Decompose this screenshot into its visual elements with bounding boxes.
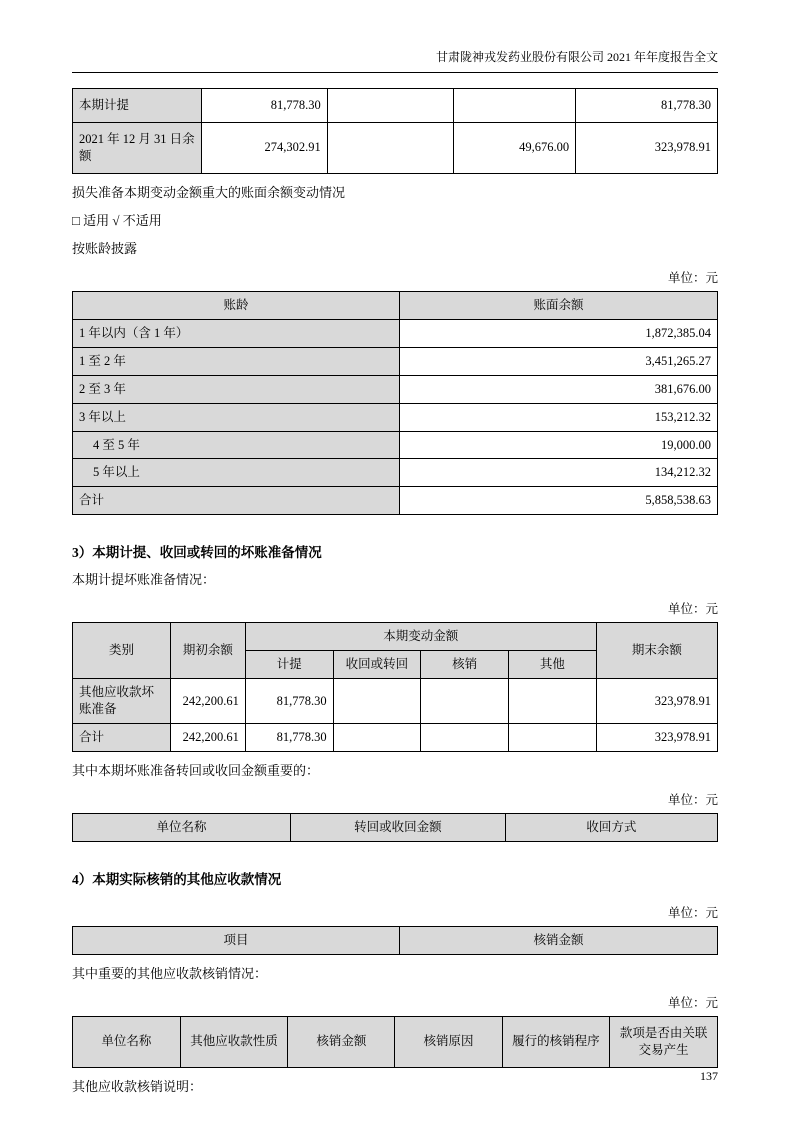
row-label-cell: 合计 (73, 723, 171, 751)
header-cell: 其他应收款性质 (180, 1016, 288, 1067)
header-cell: 转回或收回金额 (291, 813, 506, 841)
row-label-cell: 其他应收款坏账准备 (73, 679, 171, 724)
value-cell (327, 122, 453, 173)
value-cell (509, 679, 597, 724)
paragraph-applicable-checkline: □ 适用 √ 不适用 (72, 212, 162, 228)
header-cell: 核销金额 (400, 926, 718, 954)
paragraph-writeoff-note: 其他应收款核销说明： (72, 1078, 203, 1094)
header-cell: 收回或转回 (333, 651, 421, 679)
header-cell: 账龄 (73, 292, 400, 320)
table-header-row (73, 813, 718, 841)
value-cell: 81,778.30 (245, 723, 333, 751)
table-row (73, 459, 718, 487)
header-cell: 本期变动金额 (245, 623, 596, 651)
header-cell: 类别 (73, 623, 171, 679)
paragraph-important-writeoff: 其中重要的其他应收款核销情况： (72, 965, 268, 981)
value-cell (421, 723, 509, 751)
section-heading-3: 3）本期计提、收回或转回的坏账准备情况 (72, 545, 322, 561)
table-row (73, 347, 718, 375)
important-writeoff-table (72, 1016, 718, 1068)
page-number: 137 (700, 1069, 718, 1083)
paragraph-aging-disclosure: 按账龄披露 (72, 241, 138, 256)
value-cell: 323,978.91 (576, 122, 718, 173)
table-header-row (73, 292, 718, 320)
unit-label: 单位：元 (667, 792, 718, 807)
paragraph-loss-change: 损失准备本期变动金额重大的账面余额变动情况 (72, 184, 346, 200)
unit-label: 单位：元 (667, 995, 718, 1010)
value-cell (333, 723, 421, 751)
header-cell: 收回方式 (505, 813, 717, 841)
value-cell: 3,451,265.27 (400, 347, 718, 375)
value-cell (327, 89, 453, 123)
header-cell: 账面余额 (400, 292, 718, 320)
row-label-cell: 本期计提 (73, 89, 202, 123)
table-header-row (73, 1016, 718, 1067)
header-cell: 核销金额 (288, 1016, 395, 1067)
paragraph-current-provision: 本期计提坏账准备情况： (72, 572, 216, 588)
bad-debt-change-continuation-table (72, 88, 718, 174)
value-cell: 242,200.61 (171, 723, 246, 751)
aging-disclosure-table (72, 291, 718, 515)
value-cell: 134,212.32 (400, 459, 718, 487)
table-row (73, 679, 718, 724)
value-cell: 153,212.32 (400, 403, 718, 431)
header-cell: 期初余额 (171, 623, 246, 679)
section-heading-4: 4）本期实际核销的其他应收款情况 (72, 871, 282, 887)
table-header-row (73, 926, 718, 954)
row-label-cell: 1 年以内（含 1 年） (73, 320, 400, 348)
unit-label: 单位：元 (667, 905, 718, 920)
value-cell: 242,200.61 (171, 679, 246, 724)
header-cell: 项目 (73, 926, 400, 954)
row-label-cell: 合计 (73, 487, 400, 515)
row-label-cell: 4 至 5 年 (73, 431, 400, 459)
table-row (73, 487, 718, 515)
table-row (73, 320, 718, 348)
value-cell (509, 723, 597, 751)
header-cell: 核销原因 (395, 1016, 502, 1067)
value-cell: 323,978.91 (596, 723, 717, 751)
header-cell: 核销 (421, 651, 509, 679)
header-cell: 单位名称 (73, 1016, 181, 1067)
value-cell (333, 679, 421, 724)
header-cell: 单位名称 (73, 813, 291, 841)
report-header-title: 甘肃陇神戎发药业股份有限公司 2021 年年度报告全文 (72, 48, 718, 73)
row-label-cell: 1 至 2 年 (73, 347, 400, 375)
header-cell: 其他 (509, 651, 597, 679)
value-cell: 274,302.91 (202, 122, 328, 173)
table-row (73, 375, 718, 403)
value-cell: 5,858,538.63 (400, 487, 718, 515)
writeoff-table (72, 926, 718, 955)
value-cell: 1,872,385.04 (400, 320, 718, 348)
header-cell: 计提 (245, 651, 333, 679)
value-cell: 323,978.91 (596, 679, 717, 724)
recovery-table (72, 813, 718, 842)
table-row (73, 89, 718, 123)
row-label-cell: 2021 年 12 月 31 日余额 (73, 122, 202, 173)
table-header-row (73, 623, 718, 651)
value-cell (453, 89, 576, 123)
unit-label: 单位：元 (667, 271, 718, 286)
row-label-cell: 2 至 3 年 (73, 375, 400, 403)
table-row (73, 122, 718, 173)
value-cell: 81,778.30 (202, 89, 328, 123)
provision-summary-table (72, 622, 718, 751)
paragraph-important-recovery: 其中本期坏账准备转回或收回金额重要的： (72, 762, 320, 778)
value-cell: 19,000.00 (400, 431, 718, 459)
table-row (73, 431, 718, 459)
header-cell: 履行的核销程序 (502, 1016, 610, 1067)
header-cell: 期末余额 (596, 623, 717, 679)
value-cell: 49,676.00 (453, 122, 576, 173)
value-cell (421, 679, 509, 724)
table-row (73, 403, 718, 431)
value-cell: 81,778.30 (245, 679, 333, 724)
value-cell: 381,676.00 (400, 375, 718, 403)
header-cell: 款项是否由关联交易产生 (610, 1016, 718, 1067)
row-label-cell: 3 年以上 (73, 403, 400, 431)
value-cell: 81,778.30 (576, 89, 718, 123)
unit-label: 单位：元 (667, 602, 718, 617)
table-row (73, 723, 718, 751)
row-label-cell: 5 年以上 (73, 459, 400, 487)
